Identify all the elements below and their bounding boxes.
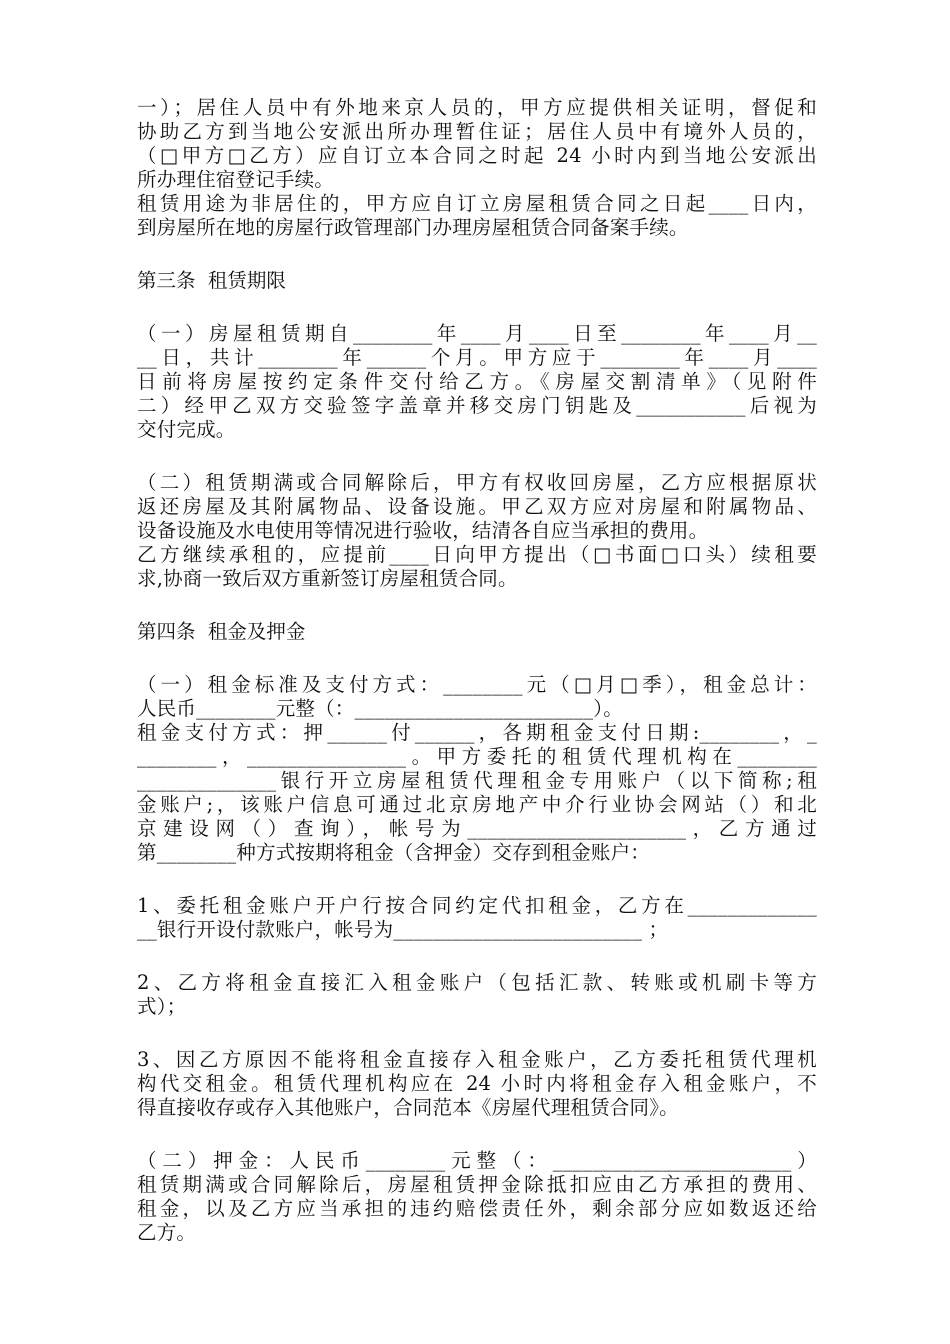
paragraph-spacer xyxy=(137,644,817,673)
text-line: 得直接收存或存入其他账户，合同范本《房屋代理租赁合同》。 xyxy=(137,1096,679,1119)
text-line: 日前将房屋按约定条件交付给乙方。《房屋交割清单》（见附件 xyxy=(137,370,817,393)
text-line: 人民币________元整（：________________________）。 xyxy=(137,697,623,720)
text-line: 2、乙方将租金直接汇入租金账户（包括汇款、转账或机刷卡等方 xyxy=(137,971,817,994)
text-line: ______________银行开立房屋租赁代理租金专用账户（以下简称;租 xyxy=(137,769,817,792)
text-line: 乙方继续承租的，应提前____日向甲方提出（□书面□口头）续租要 xyxy=(137,543,817,566)
text-line: 第________种方式按期将租金（含押金）交存到租金账户： xyxy=(137,841,651,864)
paragraph-spacer xyxy=(137,1120,817,1149)
text-line: （二）押金：人民币________元整（：________________________） xyxy=(137,1149,817,1172)
text-line: 所办理住宿登记手续。 xyxy=(137,168,335,191)
paragraph-spacer xyxy=(137,865,817,894)
text-line: 到房屋所在地的房屋行政管理部门办理房屋租赁合同备案手续。 xyxy=(137,216,689,239)
paragraph-deposit xyxy=(137,1149,817,1245)
text-line: 构代交租金。租赁代理机构应在 24 小时内将租金存入租金账户，不 xyxy=(137,1072,817,1095)
text-line: __银行开设付款账户，帐号为_________________________ ； xyxy=(137,918,669,941)
article-heading: 第三条 租赁期限 xyxy=(137,269,286,292)
text-line: 金账户;，该账户信息可通过北京房地产中介行业协会网站（）和北 xyxy=(137,793,817,816)
paragraph-spacer xyxy=(137,240,817,269)
text-line: __日，共计________年______个月。甲方应于________年____月____ xyxy=(137,346,817,369)
text-line: 式）； xyxy=(137,995,187,1018)
text-line: 求,协商一致后双方重新签订房屋租赁合同。 xyxy=(137,567,518,590)
document-page xyxy=(137,96,817,1245)
text-line: 1、委托租金账户开户行按合同约定代扣租金，乙方在_____________ xyxy=(137,894,817,917)
paragraph-payment-method-2 xyxy=(137,971,817,1019)
article-heading: 第四条 租金及押金 xyxy=(137,620,306,643)
text-line: ________，________________。甲方委托的租赁代理机构在________ xyxy=(137,745,817,768)
text-line: （二）租赁期满或合同解除后，甲方有权收回房屋，乙方应根据原状 xyxy=(137,471,817,494)
text-line: 协助乙方到当地公安派出所办理暂住证；居住人员中有境外人员的， xyxy=(137,120,817,143)
text-line: 租金，以及乙方应当承担的违约赔偿责任外，剩余部分应如数返还给 xyxy=(137,1197,817,1220)
text-line: 租赁用途为非居住的，甲方应自订立房屋租赁合同之日起____日内， xyxy=(137,192,817,215)
text-line: 京建设网（）查询），帐号为______________________，乙方通过 xyxy=(137,817,817,840)
paragraph-lease-expiry xyxy=(137,471,817,591)
text-line: 租金支付方式：押______付______，各期租金支付日期:________，_ xyxy=(137,721,817,744)
paragraph-spacer xyxy=(137,442,817,471)
text-line: （□甲方□乙方）应自订立本合同之时起 24 小时内到当地公安派出 xyxy=(137,144,817,167)
text-line: （一）房屋租赁期自________年____月____日至________年____月__ xyxy=(137,322,817,345)
text-line: 二）经甲乙双方交验签字盖章并移交房门钥匙及___________后视为 xyxy=(137,394,817,417)
text-line: 设备设施及水电使用等情况进行验收，结清各自应当承担的费用。 xyxy=(137,519,709,542)
paragraph-payment-method-1 xyxy=(137,894,817,942)
paragraph-rent-standard xyxy=(137,673,817,865)
text-line: （一）租金标准及支付方式：________元（□月□季），租金总计： xyxy=(137,673,817,696)
paragraph-spacer xyxy=(137,591,817,620)
text-line: 3、因乙方原因不能将租金直接存入租金账户，乙方委托租赁代理机 xyxy=(137,1048,817,1071)
paragraph-spacer xyxy=(137,1019,817,1048)
text-line: 租赁期满或合同解除后，房屋租赁押金除抵扣应由乙方承担的费用、 xyxy=(137,1173,817,1196)
paragraph-spacer xyxy=(137,942,817,971)
text-line: 乙方。 xyxy=(137,1221,197,1244)
paragraph-lease-term xyxy=(137,322,817,442)
paragraph-residency xyxy=(137,96,817,240)
paragraph-payment-method-3 xyxy=(137,1048,817,1120)
text-line: 交付完成。 xyxy=(137,418,236,441)
text-line: 一）；居住人员中有外地来京人员的，甲方应提供相关证明，督促和 xyxy=(137,96,817,119)
text-line: 返还房屋及其附属物品、设备设施。甲乙双方应对房屋和附属物品、 xyxy=(137,495,817,518)
paragraph-spacer xyxy=(137,293,817,322)
